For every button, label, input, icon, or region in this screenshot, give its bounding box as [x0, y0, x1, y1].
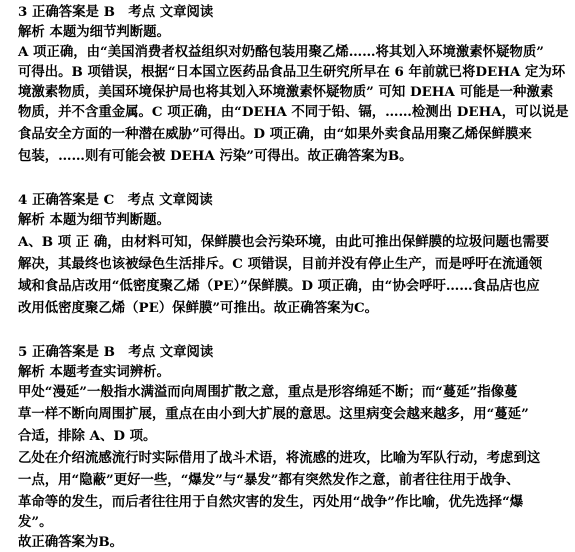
- text-line: 解决，其最终也该被绿色生活排斥。C 项错误，目前并没有停止生产，而是呼吁在流通领: [18, 256, 543, 272]
- text-line: A、B 项 正 确，由材料可知，保鲜膜也会污染环境，由此可推出保鲜膜的垃圾问题也需要: [18, 234, 550, 250]
- conclusion-line: 故正确答案为B。: [18, 534, 124, 550]
- answer-header: 5 正确答案是 B 考点 文章阅读: [18, 344, 214, 360]
- answer-header: 4 正确答案是 C 考点 文章阅读: [18, 192, 213, 208]
- text-line: 境激素物质，美国环境保护局也将其划入环境激素怀疑物质” 可知 DEHA 可能是一种激素: [18, 84, 554, 100]
- text-line: 改用低密度聚乙烯（PE）保鲜膜”可推出。故正确答案为C。: [18, 300, 379, 316]
- analysis-heading: 解析 本题考查实词辨析。: [18, 364, 170, 380]
- text-line: 一点，用“隐蔽”更好一些，“爆发”与“暴发”都有突然发作之意，前者往往用于战争、: [18, 472, 520, 488]
- text-line: 可得出。B 项错误，根据“日本国立医药品食品卫生研究所早在 6 年前就已将DEHA 定为环: [18, 64, 566, 80]
- text-line: 革命等的发生，而后者往往用于自然灾害的发生，丙处用“战争”作比喻，优先选择“爆: [18, 494, 524, 510]
- text-line: 合适，排除 A、D 项。: [18, 428, 157, 444]
- text-line: 乙处在介绍流感流行时实际借用了战斗术语，将流感的进攻，比喻为军队行动，考虑到这: [18, 450, 541, 466]
- text-line: 发”。: [18, 514, 53, 530]
- text-line: 物质，并不含重金属。C 项正确，由“DEHA 不同于铅、镉，……检测出 DEHA，可以说是: [18, 104, 569, 120]
- text-line: A 项正确，由“美国消费者权益组织对奶酪包装用聚乙烯……将其划入环境激素怀疑物质”: [18, 44, 544, 60]
- analysis-heading: 解析 本题为细节判断题。: [18, 212, 170, 228]
- analysis-heading: 解析 本题为细节判断题。: [18, 24, 170, 40]
- text-line: 食品安全方面的一种潜在威胁”可得出。D 项正确，由“如果外卖食品用聚乙烯保鲜膜来: [18, 126, 532, 142]
- text-line: 甲处“漫延”一般指水满溢而向周围扩散之意，重点是形容绵延不断；而“蔓延”指像蔓: [18, 384, 518, 400]
- text-line: 包装，……则有可能会被 DEHA 污染”可得出。故正确答案为B。: [18, 148, 413, 164]
- text-line: 草一样不断向周围扩展，重点在由小到大扩展的意思。这里病变会越来越多，用“蔓延”: [18, 406, 529, 422]
- answer-header: 3 正确答案是 B 考点 文章阅读: [18, 4, 214, 20]
- text-line: 域和食品店改用“低密度聚乙烯（PE）”保鲜膜。D 项正确，由“协会呼吁……食品店也应: [18, 278, 540, 294]
